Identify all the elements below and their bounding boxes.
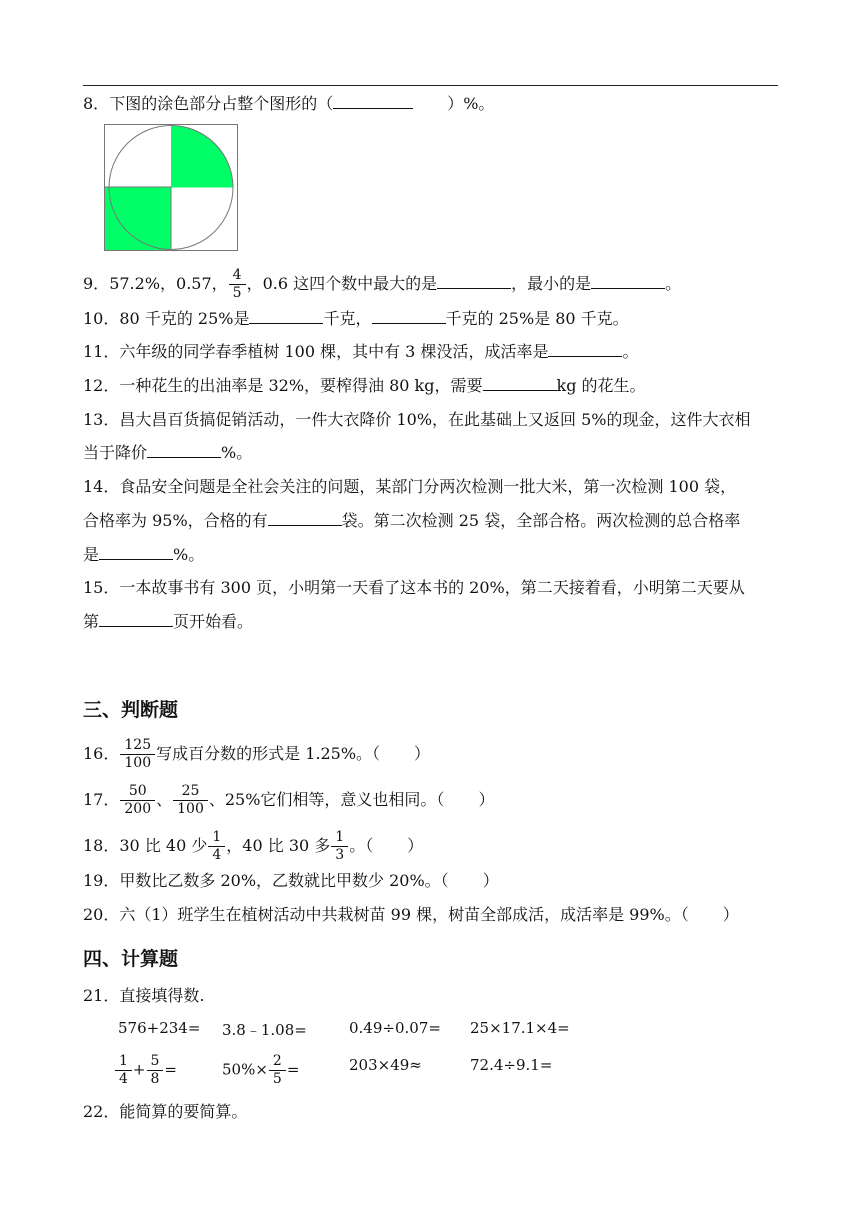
shaded-square bbox=[104, 187, 171, 251]
question-number: 17． bbox=[83, 790, 120, 809]
question-9 bbox=[83, 268, 681, 301]
question-text: 是 bbox=[83, 545, 100, 564]
question-text: 30 比 40 少 bbox=[119, 836, 208, 855]
question-text: 一本故事书有 300 页，小明第一天看了这本书的 20%，第二天接着看，小明第二天要从 bbox=[119, 578, 745, 597]
question-number: 11． bbox=[83, 342, 120, 361]
fraction: $\frac{125}{100}$ bbox=[122, 738, 153, 771]
question-11 bbox=[83, 342, 638, 362]
fraction: $\frac{4}{5}$ bbox=[231, 268, 244, 301]
question-text: 六（1）班学生在植树活动中共栽树苗 99 棵，树苗全部成活，成活率是 99%。（ bbox=[119, 905, 689, 924]
answer-blank[interactable] bbox=[147, 443, 221, 458]
question-text: ） bbox=[722, 905, 739, 924]
answer-blank[interactable] bbox=[372, 309, 446, 324]
answer-blank[interactable] bbox=[483, 376, 557, 391]
question-number: 14． bbox=[83, 477, 120, 496]
question-12 bbox=[83, 376, 646, 396]
question-number: 9． bbox=[83, 274, 110, 293]
question-number: 22． bbox=[83, 1102, 120, 1121]
question-text: ） bbox=[478, 790, 495, 809]
question-13 bbox=[83, 410, 751, 430]
question-text: 一种花生的出油率是 32%，要榨得油 80 kg，需要 bbox=[119, 376, 483, 395]
question-text: 千克的 25%是 80 千克。 bbox=[445, 309, 629, 328]
question-text: 第 bbox=[83, 612, 100, 631]
answer-blank[interactable] bbox=[268, 511, 342, 526]
question-text: 。 bbox=[622, 342, 639, 361]
question-text: 下图的涂色部分占整个图形的（ bbox=[109, 94, 334, 113]
question-text: ，最小的是 bbox=[511, 274, 592, 293]
fraction: $\frac{25}{100}$ bbox=[175, 784, 206, 817]
question-text: 写成百分数的形式是 1.25%。（ bbox=[156, 744, 381, 763]
question-number: 16． bbox=[83, 744, 120, 763]
question-10 bbox=[83, 309, 629, 329]
question-text: ）%。 bbox=[447, 94, 495, 113]
question-text: 页开始看。 bbox=[173, 612, 254, 631]
answer-blank[interactable] bbox=[548, 342, 622, 357]
calc-item: 0.49÷0.07= bbox=[349, 1019, 441, 1037]
fraction: $\frac{5}{8}$ bbox=[149, 1054, 162, 1087]
calc-item: 576+234= bbox=[118, 1019, 201, 1037]
question-text: 当于降价 bbox=[83, 443, 148, 462]
fraction: $\frac{50}{200}$ bbox=[122, 784, 153, 817]
fraction: $\frac{1}{3}$ bbox=[333, 830, 346, 863]
answer-blank[interactable] bbox=[99, 545, 173, 560]
calc-item: 25×17.1×4= bbox=[470, 1019, 570, 1037]
calc-item: 72.4÷9.1= bbox=[470, 1056, 553, 1074]
question-text: 57.2%，0.57， bbox=[109, 274, 228, 293]
question-22 bbox=[83, 1102, 247, 1122]
question-number: 12． bbox=[83, 376, 120, 395]
question-text: 食品安全问题是全社会关注的问题，某部门分两次检测一批大米，第一次检测 100 袋， bbox=[119, 477, 737, 496]
question-text: 昌大昌百货搞促销活动，一件大衣降价 10%，在此基础上又返回 5%的现金，这件大衣相 bbox=[119, 410, 751, 429]
question-text: 。 bbox=[665, 274, 682, 293]
calc-item: 203×49≈ bbox=[349, 1056, 422, 1074]
question-14-cont2 bbox=[83, 545, 204, 565]
shaded-figure bbox=[104, 124, 238, 251]
fraction: $\frac{2}{5}$ bbox=[271, 1054, 284, 1087]
question-text: ，40 比 30 多 bbox=[226, 836, 331, 855]
calc-item: 50%× $\frac{2}{5}$ = bbox=[222, 1053, 300, 1087]
question-14-cont bbox=[83, 511, 740, 531]
question-text: 六年级的同学春季植树 100 棵，其中有 3 棵没活，成活率是 bbox=[119, 342, 549, 361]
question-text: ，0.6 这四个数中最大的是 bbox=[246, 274, 438, 293]
question-text: 甲数比乙数多 20%，乙数就比甲数少 20%。（ bbox=[119, 871, 449, 890]
section-heading: 三、判断题 bbox=[83, 699, 179, 721]
question-text: 千克， bbox=[323, 309, 372, 328]
fraction: $\frac{1}{4}$ bbox=[117, 1054, 130, 1087]
question-number: 20． bbox=[83, 905, 120, 924]
question-15-cont bbox=[83, 612, 253, 632]
question-21 bbox=[83, 986, 204, 1006]
fraction: $\frac{1}{4}$ bbox=[210, 830, 223, 863]
question-text: 直接填得数. bbox=[119, 986, 205, 1005]
question-text: ） bbox=[414, 744, 431, 763]
question-text: 能简算的要简算。 bbox=[119, 1102, 248, 1121]
answer-blank[interactable] bbox=[333, 94, 413, 109]
question-text: 袋。第二次检测 25 袋，全部合格。两次检测的总合格率 bbox=[341, 511, 741, 530]
answer-blank[interactable] bbox=[437, 274, 511, 289]
question-text: 80 千克的 25%是 bbox=[119, 309, 250, 328]
question-text: kg 的花生。 bbox=[556, 376, 646, 395]
question-15 bbox=[83, 578, 745, 598]
question-text: 合格率为 95%，合格的有 bbox=[83, 511, 268, 530]
question-17 bbox=[83, 784, 494, 817]
question-14 bbox=[83, 477, 736, 497]
question-8 bbox=[83, 94, 494, 114]
question-16 bbox=[83, 738, 430, 771]
question-text: %。 bbox=[221, 443, 253, 462]
question-number: 15． bbox=[83, 578, 120, 597]
question-text: ） bbox=[407, 836, 424, 855]
question-number: 21． bbox=[83, 986, 120, 1005]
question-18 bbox=[83, 830, 423, 863]
question-13-cont bbox=[83, 443, 252, 463]
question-text: 、 bbox=[156, 790, 173, 809]
answer-blank[interactable] bbox=[591, 274, 665, 289]
section-heading: 四、计算题 bbox=[83, 948, 179, 970]
question-number: 13． bbox=[83, 410, 120, 429]
question-number: 10． bbox=[83, 309, 120, 328]
question-text: 。（ bbox=[349, 836, 374, 855]
question-number: 18． bbox=[83, 836, 120, 855]
answer-blank[interactable] bbox=[249, 309, 323, 324]
answer-blank[interactable] bbox=[99, 612, 173, 627]
question-20 bbox=[83, 905, 739, 925]
question-text: ） bbox=[482, 871, 499, 890]
header-rule bbox=[83, 85, 778, 86]
question-19 bbox=[83, 871, 499, 891]
question-number: 19． bbox=[83, 871, 120, 890]
calc-item: $\frac{1}{4}$ + $\frac{5}{8}$ = bbox=[114, 1054, 177, 1087]
calc-item: 3.8﹣1.08= bbox=[222, 1021, 307, 1039]
question-number: 8． bbox=[83, 94, 110, 113]
question-text: 、25%它们相等，意义也相同。（ bbox=[208, 790, 445, 809]
question-text: %。 bbox=[173, 545, 205, 564]
